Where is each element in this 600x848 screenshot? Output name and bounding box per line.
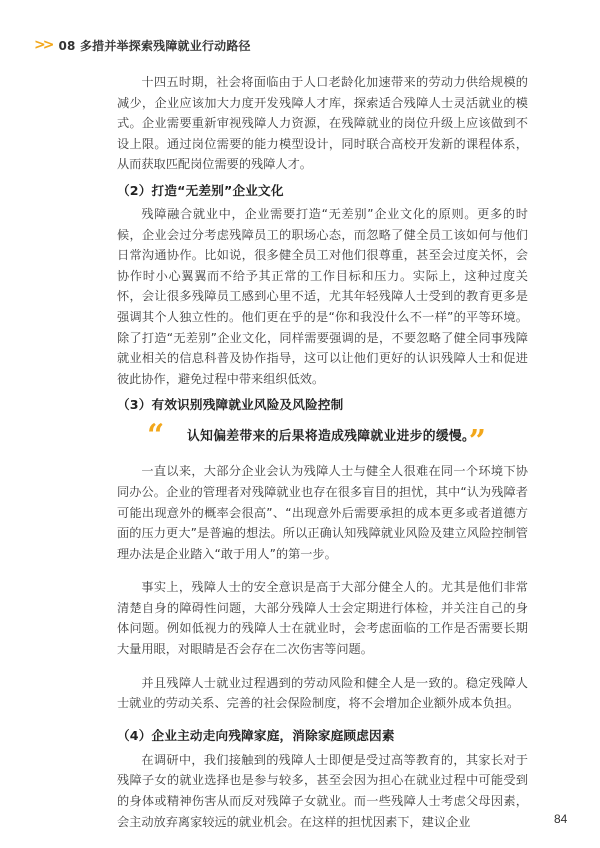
- pull-quote: [117, 418, 528, 460]
- section-4-heading: （4）企业主动走向残障家庭，消除家庭顾虑因素: [117, 727, 395, 743]
- section-4-paragraph: 在调研中，我们接触到的残障人士即便是受过高等教育的，其家长对于残障子女的就业选择也是参与较多，甚至会因为担心在就业过程中可能受到的身体或精神伤害从而反对残障子女就业。而一些残障人士考虑父母因素，会主动放弃离家较远的就业机会。在这样的担忧因素下，建议企业: [117, 752, 528, 829]
- running-header: [34, 36, 251, 54]
- section-3-paragraph-3: 并且残障人士就业过程遇到的劳动风险和健全人是一致的。稳定残障人士就业的劳动关系、完善的社会保险制度，将不会增加企业额外成本负担。: [117, 675, 528, 711]
- intro-paragraph: 十四五时期，社会将面临由于人口老龄化加速带来的劳动力供给规模的减少，企业应该加大力度开发残障人才库，探索适合残障人士灵活就业的模式。企业需要重新审视残障人力资源，在残障就业的岗位升级上应该做到不设上限。通过岗位需要的能力模型设计，同时联合高校开发新的课程体系，从而获取匹配岗位需要的残障人才。: [117, 75, 528, 172]
- chapter-title: 08 多措并举探索残障就业行动路径: [58, 38, 251, 53]
- close-quote-icon: ”: [468, 424, 486, 460]
- double-chevron-icon: >>: [34, 37, 52, 53]
- page-number: 84: [554, 812, 568, 826]
- section-3-paragraph-1: 一直以来，大部分企业会认为残障人士与健全人很难在同一个环境下协同办公。企业的管理者对残障就业也存在很多盲目的担忧，其中“认为残障者可能出现意外的概率会很高”、“出现意外后需要承担的成本更多或者道德方面的压力更大”是普遍的想法。所以正确认知残障就业风险及建立风险控制管理办法是企业踏入“敢于用人”的第一步。: [117, 464, 528, 561]
- section-2-heading: （2）打造“无差别”企业文化: [117, 182, 284, 198]
- pull-quote-text: 认知偏差带来的后果将造成残障就业进步的缓慢。: [187, 429, 476, 445]
- section-3-paragraph-2: 事实上，残障人士的安全意识是高于大部分健全人的。尤其是他们非常清楚自身的障碍性问题，大部分残障人士会定期进行体检，并关注自己的身体问题。例如低视力的残障人士在就业时，会考虑面临的工作是否需要长期大量用眼，对眼睛是否会存在二次伤害等问题。: [117, 580, 528, 657]
- section-3-heading: （3）有效识别残障就业风险及风险控制: [117, 397, 344, 413]
- open-quote-icon: “: [147, 418, 165, 454]
- page-body: [117, 72, 528, 832]
- section-2-paragraph: 残障融合就业中，企业需要打造“无差别”企业文化的原则。更多的时候，企业会过分考虑残障员工的职场心态，而忽略了健全员工该如何与他们日常沟通协作。比如说，很多健全员工对他们很尊重，甚至会过度关怀，会协作时小心翼翼而不给予其正常的工作目标和压力。实际上，这种过度关怀，会让很多残障员工感到心里不适，尤其年轻残障人士受到的教育更多是强调其个人独立性的。他们更在乎的是“你和我没什么不一样”的平等环境。除了打造“无差别”企业文化，同样需要强调的是，不要忽略了健全同事残障就业相关的信息科普及协作指导，这可以让他们更好的认识残障人士和促进彼此协作，避免过程中带来组织低效。: [117, 206, 528, 386]
